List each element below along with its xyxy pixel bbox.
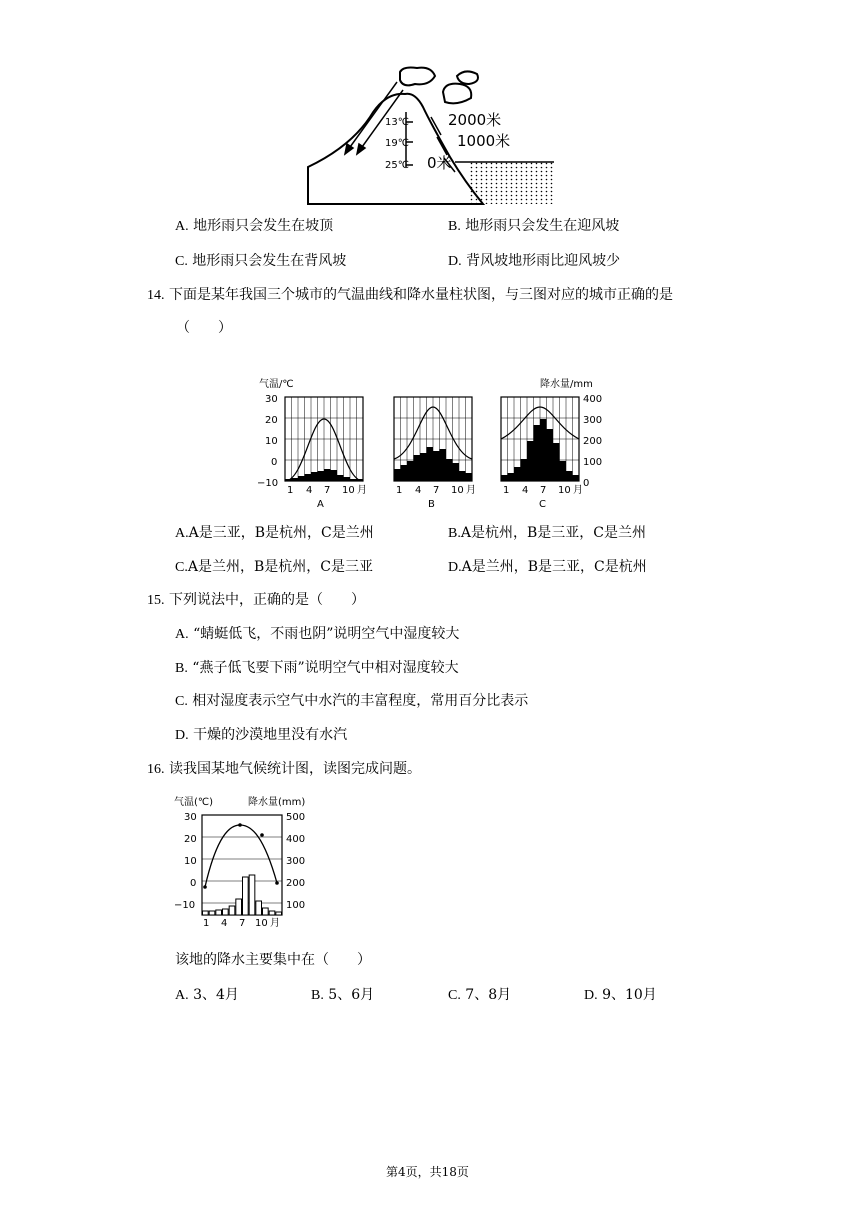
q15-stem: 15. 下列说法中，正确的是（ ） [147, 592, 365, 608]
precip-bar [446, 459, 453, 481]
x-tick-label: 10 [558, 485, 571, 496]
panel-a [285, 397, 367, 496]
x-tick-label: 月 [573, 485, 583, 496]
height-label-2: 1000米 [457, 132, 511, 150]
precip-bar [547, 429, 554, 481]
svg-text:10: 10 [265, 436, 278, 447]
q16-left-axis-title: 气温(℃) [174, 797, 214, 808]
q16-x-ticks [203, 917, 280, 929]
precip-bar [337, 475, 344, 481]
temp-label-1: 13℃ [385, 117, 409, 128]
q14-paren: （ ） [176, 320, 232, 336]
q14-climate-charts [255, 375, 605, 510]
x-tick-label: 7 [324, 485, 331, 496]
svg-text:30: 30 [265, 394, 278, 405]
precip-bar [527, 441, 534, 481]
height-label-1: 2000米 [448, 111, 502, 129]
q13-option-d[interactable]: D. 背风坡地形雨比迎风坡少 [448, 253, 621, 269]
precip-bar [311, 472, 318, 481]
temperature-point [203, 885, 207, 889]
q14-option-c[interactable]: C.A是兰州，B是杭州，C是三亚 [175, 559, 373, 575]
temperature-point [260, 833, 264, 837]
svg-text:1: 1 [203, 918, 210, 929]
q16-right-axis-title: 降水量(mm) [248, 797, 306, 808]
panel-label-c: C [539, 499, 546, 510]
precip-bar [203, 911, 209, 915]
q14-right-axis-title: 降水量/mm [540, 379, 593, 390]
svg-text:300: 300 [583, 415, 603, 426]
q14-stem: 14. 下面是某年我国三个城市的气温曲线和降水量柱状图，与三图对应的城市正确的是 [147, 287, 673, 303]
precip-bar [298, 476, 305, 481]
q16-left-ticks [174, 812, 197, 911]
q16-climate-chart [172, 793, 342, 931]
temperature-point [275, 881, 279, 885]
q15-option-b[interactable]: B. “燕子低飞要下雨”说明空气中相对湿度较大 [175, 660, 459, 676]
x-tick-label: 1 [396, 485, 403, 496]
temperature-point [238, 823, 242, 827]
precip-bar [249, 875, 255, 915]
precip-bar [427, 447, 434, 481]
q15-option-a[interactable]: A. “蜻蜓低飞，不雨也阴”说明空气中湿度较大 [175, 626, 460, 642]
q14-option-a[interactable]: A.A是三亚，B是杭州，C是兰州 [175, 525, 374, 541]
svg-text:400: 400 [583, 394, 603, 405]
precip-bar [540, 419, 547, 481]
svg-text:500: 500 [286, 812, 306, 823]
x-tick-label: 1 [287, 485, 294, 496]
temp-label-3: 25℃ [385, 160, 409, 171]
x-tick-label: 10 [451, 485, 464, 496]
svg-text:0: 0 [583, 478, 590, 489]
x-tick-label: 4 [415, 485, 422, 496]
orographic-rain-figure [305, 62, 555, 208]
precip-bar [276, 912, 282, 915]
panel-c [501, 397, 583, 496]
q15-option-d[interactable]: D. 干燥的沙漠地里没有水汽 [175, 727, 348, 743]
svg-text:10: 10 [255, 918, 268, 929]
svg-text:10: 10 [184, 856, 197, 867]
precip-bar [573, 475, 580, 481]
precip-bar [318, 471, 325, 481]
q16-option-a[interactable]: A. 3、4月 [175, 987, 239, 1003]
precip-bar [553, 443, 560, 481]
q16-option-c[interactable]: C. 7、8月 [448, 987, 512, 1003]
q14-option-d[interactable]: D.A是兰州，B是三亚，C是杭州 [448, 559, 647, 575]
svg-text:100: 100 [286, 900, 306, 911]
q16-right-ticks [286, 812, 305, 911]
x-tick-label: 10 [342, 485, 355, 496]
height-label-3: 0米 [427, 154, 452, 172]
precip-bar [223, 909, 229, 915]
precip-bar [256, 901, 262, 915]
precip-bar [324, 469, 331, 481]
q16-plot-frame [202, 815, 282, 915]
precip-bar [466, 473, 473, 481]
precip-bar [566, 471, 573, 481]
precip-bar [394, 469, 401, 481]
q13-option-c[interactable]: C. 地形雨只会发生在背风坡 [175, 253, 347, 269]
panel-label-a: A [317, 499, 324, 510]
precip-bar [243, 877, 249, 915]
precip-bar [560, 461, 567, 481]
precip-bar [263, 908, 269, 915]
q14-left-axis-title: 气温/℃ [259, 379, 294, 390]
temp-label-2: 19℃ [385, 138, 409, 149]
precip-bar [521, 459, 528, 481]
svg-text:400: 400 [286, 834, 306, 845]
precip-bar [407, 461, 414, 481]
svg-text:20: 20 [184, 834, 197, 845]
precip-bar [344, 477, 351, 481]
q14-option-b[interactable]: B.A是杭州，B是三亚，C是兰州 [448, 525, 646, 541]
svg-text:−10: −10 [257, 478, 279, 489]
svg-text:月: 月 [270, 918, 280, 929]
precip-bar [534, 425, 541, 481]
x-tick-label: 4 [522, 485, 529, 496]
precip-bar [459, 471, 466, 481]
q14-left-ticks [257, 394, 278, 489]
precip-bar [229, 906, 235, 915]
precip-bar [305, 474, 312, 481]
x-tick-label: 7 [540, 485, 547, 496]
q13-option-a[interactable]: A. 地形雨只会发生在坡顶 [175, 218, 334, 234]
precip-bar [350, 479, 357, 481]
precip-bar [514, 467, 521, 481]
precip-bar [453, 463, 460, 481]
svg-text:300: 300 [286, 856, 306, 867]
svg-text:4: 4 [221, 918, 228, 929]
precip-bar [433, 451, 440, 481]
svg-text:0: 0 [271, 457, 278, 468]
precip-bar [292, 478, 299, 481]
svg-text:0: 0 [190, 878, 197, 889]
x-tick-label: 4 [306, 485, 313, 496]
svg-text:20: 20 [265, 415, 278, 426]
q13-option-b[interactable]: B. 地形雨只会发生在迎风坡 [448, 218, 620, 234]
svg-text:100: 100 [583, 457, 603, 468]
x-tick-label: 1 [503, 485, 510, 496]
precip-bar [440, 449, 447, 481]
precip-bar [269, 911, 275, 915]
svg-text:200: 200 [286, 878, 306, 889]
q14-right-ticks [583, 394, 602, 489]
q16-sub-question: 该地的降水主要集中在（ ） [175, 952, 371, 968]
precip-bar [420, 453, 427, 481]
panel-b [394, 397, 476, 496]
precip-bar [414, 455, 421, 481]
precip-bar [508, 473, 515, 481]
svg-text:−10: −10 [174, 900, 196, 911]
q16-option-d[interactable]: D. 9、10月 [584, 987, 657, 1003]
x-tick-label: 月 [357, 485, 367, 496]
q16-option-b[interactable]: B. 5、6月 [311, 987, 375, 1003]
svg-text:7: 7 [239, 918, 246, 929]
svg-text:30: 30 [184, 812, 197, 823]
svg-text:200: 200 [583, 436, 603, 447]
precip-bar [401, 465, 408, 481]
precip-bar [501, 475, 508, 481]
x-tick-label: 7 [433, 485, 440, 496]
panel-label-b: B [428, 499, 435, 510]
q16-stem: 16. 读我国某地气候统计图，读图完成问题。 [147, 761, 421, 777]
x-tick-label: 月 [466, 485, 476, 496]
precip-bar [331, 470, 338, 481]
q15-option-c[interactable]: C. 相对湿度表示空气中水汽的丰富程度，常用百分比表示 [175, 693, 529, 709]
precip-bar [209, 911, 215, 915]
page-footer: 第4页，共18页 [386, 1165, 469, 1179]
precip-bar [236, 899, 242, 915]
precip-bar [216, 910, 222, 915]
